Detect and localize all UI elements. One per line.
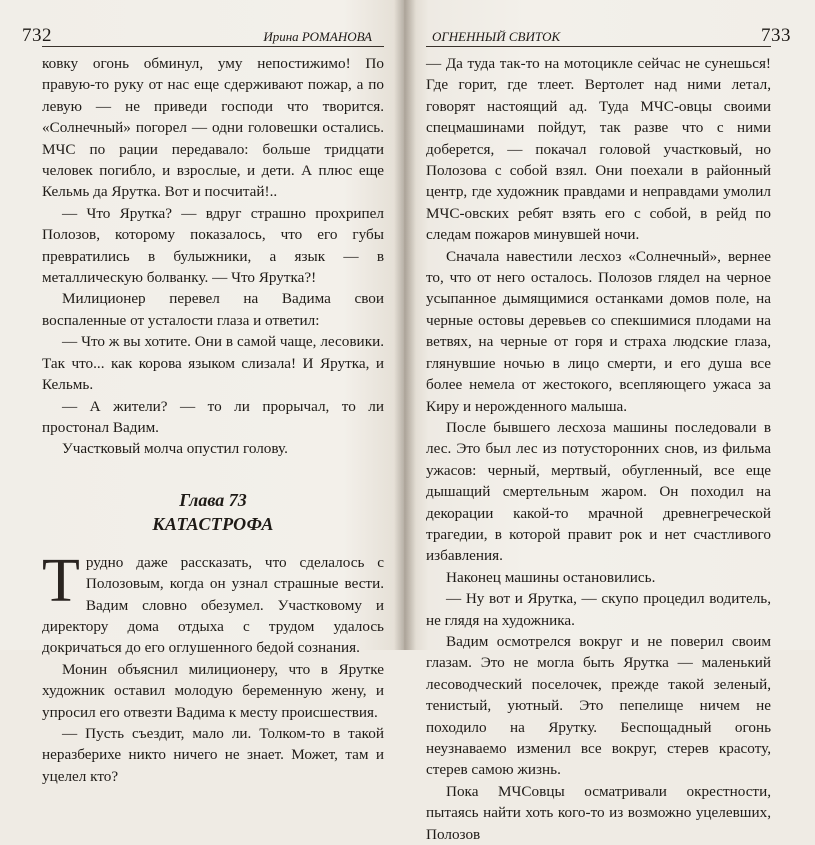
paragraph: Участковый молча опустил голову. — [62, 440, 288, 458]
drop-cap: Т — [42, 546, 80, 615]
paragraph: — А жители? — то ли прорычал, то ли простонал Вадим. — [42, 397, 384, 436]
paragraph: — Ну вот и Ярутка, — скупо процедил водитель, не глядя на художника. — [426, 590, 771, 629]
right-page-text — [426, 53, 771, 845]
page-number: 733 — [761, 25, 791, 46]
first-paragraph — [42, 546, 384, 659]
paragraph: — Что Ярутка? — вдруг страшно прохрипел Полозов, которому показалось, что его губы превратились в булыжники, а язык — в металлическую болванку. — Что Ярутка?! — [42, 204, 384, 287]
paragraph: Пока МЧСовцы осматривали окрестности, пытаясь найти хоть кого-то из возможно уцелевших, Полозов — [426, 782, 771, 843]
page-number: 732 — [22, 25, 52, 46]
paragraph: Сначала навестили лесхоз «Солнечный», вернее то, что от него осталось. Полозов глядел на черное усыпанное дымящимися останками домов поле, на черные остовы деревьев со спекшимися плодами на ветвях, на черные от горя и страха людские глаза, глянувшие ночью в лицо смерти, и его душа все более немела от жестокого, всепляющего ужаса за Киру и нерожденного малыша. — [426, 247, 771, 415]
paragraph: После бывшего лесхоза машины последовали в лес. Это был лес из потусторонних снов, из фильма ужасов: черный, мертвый, обугленный, все еще дышащий смертельным жаром. Он походил на декорации какой-то мрачной древнегреческой трагедии, в которой правит рок и нет счастливого избавления. — [426, 418, 771, 565]
left-page — [0, 0, 404, 785]
paragraph: ковку огонь обминул, уму непостижимо! По правую-то руку от нас еще сдерживают пожар, а по левую — не приведи господи что творится. «Солнечный» погорел — одни головешки остались. МЧС по рации передавало: больше тридцати человек погибло, и взрослые, и дети. А плюс еще Кельмь да Ярутка. Вот и посчитай!.. — [42, 55, 384, 201]
paragraph: Наконец машины остановились. — [446, 568, 656, 586]
chapter-number: Глава 73 — [179, 489, 247, 510]
chapter-title: КАТАСТРОФА — [152, 513, 274, 534]
paragraph: — Да туда так-то на мотоцикле сейчас не сунешься! Где горит, где тлеет. Вертолет над ними летал, говорят настоящий ад. Туда МЧС-овцы своими спецмашинами пойдут, так разве что с ними доберется, — покачал головой участковый, но Полозова с собой взял. Они поехали в районный центр, где художник правдами и неправдами умолил МЧС-овских ребят взять его с собой, в рейд по следам пожаров минувшей ночи. — [426, 55, 771, 244]
right-page — [404, 0, 815, 843]
paragraph: Вадим осмотрелся вокруг и не поверил своим глазам. Это не могла быть Ярутка — маленький лесоводческий поселочек, прежде такой зеленый, тенистый, уютный. Это пепелище ничем не походило на Ярутку. Беспощадный огонь неузнаваемо изменил все вокруг, стерев красоту, стерев самою жизнь. — [426, 632, 771, 779]
right-running-head — [426, 22, 791, 47]
paragraph: — Что ж вы хотите. Они в самой чаще, лесовики. Так что... как корова языком слизала! И Ярутка, и Кельмь. — [42, 333, 384, 394]
paragraph: Монин объяснил милиционеру, что в Ярутке художник оставил молодую беременную жену, и упросил его отвезти Вадима к месту происшествия. — [42, 660, 384, 721]
author-header: Ирина РОМАНОВА — [263, 29, 372, 44]
paragraph: Милиционер перевел на Вадима свои воспаленные от усталости глаза и ответил: — [42, 290, 384, 329]
first-paragraph-text: рудно даже рассказать, что сделалось с Полозовым, когда он узнал страшные вести. Вадим словно обезумел. Участковому и директору дома отдыха с трудом удалось докричаться до его оглушенного бедой сознания. — [42, 553, 384, 657]
left-page-text — [42, 53, 384, 787]
book-title-header: ОГНЕННЫЙ СВИТОК — [432, 29, 561, 44]
left-running-head — [22, 22, 384, 47]
paragraph: — Пусть съездит, мало ли. Толком-то в такой неразберихе никто ничего не знает. Может, там и уцелел кто? — [42, 724, 384, 785]
